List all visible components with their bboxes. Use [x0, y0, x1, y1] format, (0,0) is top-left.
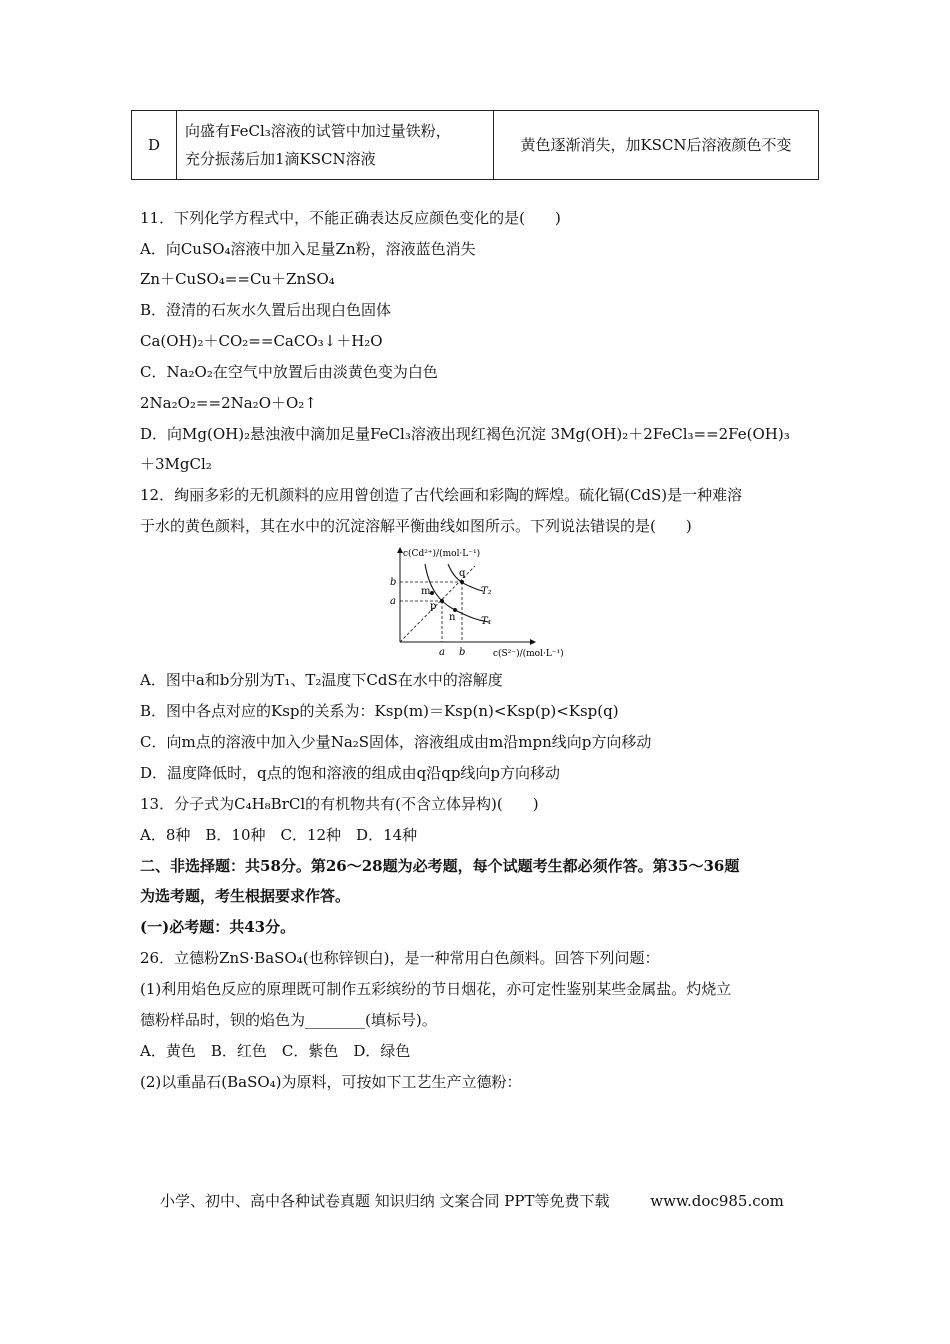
point-q-label: q — [459, 568, 466, 579]
q26-part2: (2)以重晶石(BaSO₄)为原料，可按如下工艺生产立德粉： — [140, 1073, 522, 1091]
q12-stem: 12．绚丽多彩的无机颜料的应用曾创造了古代绘画和彩陶的辉煌。硫化镉(CdS)是一种难溶 — [140, 486, 743, 504]
section-heading: 二、非选择题：共58分。第26～28题为必考题，每个试题考生都必须作答。第35～36题 — [140, 857, 740, 875]
q26-part1-cont: 德粉样品时，钡的焰色为________(填标号)。 — [140, 1011, 437, 1029]
q26-part1-options: A．黄色 B．红色 C．紫色 D．绿色 — [140, 1042, 411, 1060]
x-axis-label: c(S²⁻)/(mol·L⁻¹) — [493, 649, 564, 659]
page-footer — [160, 1190, 784, 1211]
solubility-curve-figure — [385, 544, 575, 662]
curve-t1 — [425, 564, 489, 622]
curve-t2-label: T₂ — [481, 586, 492, 597]
section-heading-cont: 为选考题，考生根据要求作答。 — [140, 887, 351, 905]
options-table — [131, 110, 819, 180]
q11-equation-c: 2Na₂O₂==2Na₂O＋O₂↑ — [140, 394, 317, 412]
q12-option-b: B．图中各点对应的Ksp的关系为：Ksp(m)＝Ksp(n)<Ksp(p)<Ksp(q) — [140, 702, 619, 720]
point-m — [430, 591, 434, 595]
point-q — [460, 580, 464, 584]
q11-equation-a: Zn＋CuSO₄==Cu＋ZnSO₄ — [140, 270, 335, 288]
q11-option-c: C．Na₂O₂在空气中放置后由淡黄色变为白色 — [140, 363, 438, 381]
y-axis-label: c(Cd²⁺)/(mol·L⁻¹) — [403, 549, 481, 559]
q26-stem: 26．立德粉ZnS·BaSO₄(也称锌钡白)，是一种常用白色颜料。回答下列问题： — [140, 949, 660, 967]
q12-option-a: A．图中a和b分别为T₁、T₂温度下CdS在水中的溶解度 — [140, 671, 503, 689]
point-m-label: m — [421, 586, 431, 597]
x-tick-b: b — [459, 647, 466, 658]
footer-url[interactable]: www.doc985.com — [650, 1192, 784, 1210]
point-p — [440, 599, 444, 603]
y-tick-b: b — [390, 577, 397, 588]
operation-cell — [177, 111, 494, 180]
q12-stem-cont: 于水的黄色颜料，其在水中的沉淀溶解平衡曲线如图所示。下列说法错误的是( ) — [140, 517, 692, 535]
q26-part1: (1)利用焰色反应的原理既可制作五彩缤纷的节日烟花，亦可定性鉴别某些金属盐。灼烧立 — [140, 980, 732, 998]
q11-stem: 11．下列化学方程式中，不能正确表达反应颜色变化的是( ) — [140, 209, 561, 227]
x-tick-a: a — [439, 647, 445, 658]
q11-option-b: B．澄清的石灰水久置后出现白色固体 — [140, 301, 392, 319]
q13-options: A．8种 B．10种 C．12种 D．14种 — [140, 826, 418, 844]
curve-t1-label: T₁ — [481, 616, 492, 627]
q12-option-c: C．向m点的溶液中加入少量Na₂S固体，溶液组成由m沿mpn线向p方向移动 — [140, 733, 652, 751]
point-n-label: n — [449, 612, 456, 623]
operation-line: 充分振荡后加1滴KSCN溶液 — [185, 150, 376, 168]
q11-equation-b: Ca(OH)₂＋CO₂==CaCO₃↓＋H₂O — [140, 332, 383, 350]
subsection-heading: (一)必考题：共43分。 — [140, 918, 296, 936]
q11-option-d-cont: ＋3MgCl₂ — [140, 455, 212, 473]
q11-option-a: A．向CuSO₄溶液中加入足量Zn粉，溶液蓝色消失 — [140, 240, 476, 258]
phenomenon-cell: 黄色逐渐消失，加KSCN后溶液颜色不变 — [494, 111, 819, 180]
row-label: D — [132, 111, 177, 180]
footer-text: 小学、初中、高中各种试卷真题 知识归纳 文案合同 PPT等免费下载 — [160, 1192, 610, 1210]
q13-stem: 13．分子式为C₄H₈BrCl的有机物共有(不含立体异构)( ) — [140, 795, 539, 813]
q12-option-d: D．温度降低时，q点的饱和溶液的组成由q沿qp线向p方向移动 — [140, 764, 561, 782]
table-row — [132, 111, 819, 180]
y-tick-a: a — [390, 596, 396, 607]
curve-t2 — [448, 564, 483, 591]
q11-option-d: D．向Mg(OH)₂悬浊液中滴加足量FeCl₃溶液出现红褐色沉淀 3Mg(OH)₂＋2FeCl₃==2Fe(OH)₃ — [140, 425, 790, 443]
point-p-label: p — [430, 601, 437, 612]
operation-line: 向盛有FeCl₃溶液的试管中加过量铁粉， — [185, 122, 451, 140]
